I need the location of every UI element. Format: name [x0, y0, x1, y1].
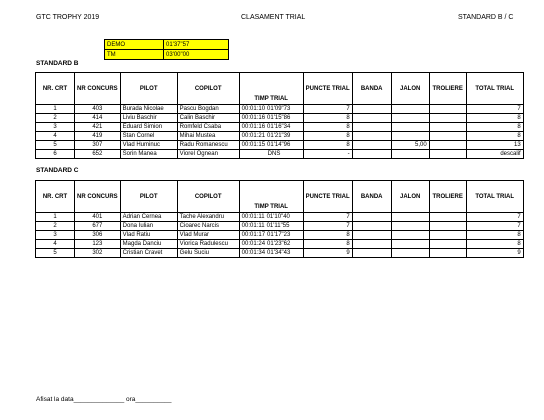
cell-puncte-trial: 8 — [303, 123, 352, 132]
cell-troliere — [429, 114, 466, 123]
time-elapsed: 00:01:11 — [241, 214, 265, 220]
cell-pilot: Vlad Huminuc — [120, 141, 177, 150]
cell-total-trial: 7 — [466, 213, 523, 222]
col-jalon-header: JALON — [391, 73, 429, 105]
cell-nr-crt: 4 — [36, 240, 75, 249]
cell-nr-concurs: 306 — [75, 231, 121, 240]
cell-copilot: Mihai Mustea — [177, 132, 239, 141]
time-measured: 01'17"23 — [267, 232, 291, 238]
cell-copilot: Pascu Bogdan — [177, 105, 239, 114]
cell-total-trial: 13 — [466, 141, 523, 150]
cell-troliere — [429, 105, 466, 114]
section-title-standard-b: STANDARD B — [36, 60, 79, 67]
cell-banda — [352, 132, 391, 141]
cell-pilot: Liviu Baschir — [120, 114, 177, 123]
cell-total-trial: 9 — [466, 249, 523, 258]
cell-banda — [352, 231, 391, 240]
time-elapsed: 00:01:16 — [241, 115, 266, 121]
cell-timp-trial — [239, 141, 303, 150]
time-elapsed: 00:01:24 — [241, 241, 266, 247]
time-measured: 01'11"55 — [266, 223, 290, 229]
cell-jalon — [391, 123, 429, 132]
cell-jalon — [391, 240, 429, 249]
results-table-standard-c — [35, 180, 524, 258]
cell-jalon — [391, 114, 429, 123]
table-row — [36, 213, 524, 222]
cell-total-trial: 8 — [466, 231, 523, 240]
time-elapsed: 00:01:16 — [241, 124, 266, 130]
cell-pilot: Adrian Cernea — [120, 213, 177, 222]
cell-nr-concurs: 123 — [75, 240, 121, 249]
cell-timp-trial — [239, 150, 303, 159]
cell-troliere — [429, 249, 466, 258]
cell-pilot: Dona Iulian — [120, 222, 177, 231]
cell-total-trial: 8 — [466, 240, 523, 249]
table-row — [36, 114, 524, 123]
time-elapsed: 00:01:17 — [241, 232, 266, 238]
cell-timp-trial — [239, 249, 303, 258]
col-pilot-header: PILOT — [120, 73, 177, 105]
cell-nr-crt: 4 — [36, 132, 75, 141]
cell-troliere — [429, 123, 466, 132]
cell-banda — [352, 249, 391, 258]
cell-banda — [352, 150, 391, 159]
cell-jalon — [391, 249, 429, 258]
time-elapsed: 00:01:15 — [241, 142, 266, 148]
reference-value: 01'37"57 — [164, 40, 229, 50]
col-puncte-trial-header: PUNCTE TRIAL — [303, 181, 352, 213]
cell-copilot: Gelu Suciu — [177, 249, 239, 258]
cell-puncte-trial: 8 — [303, 240, 352, 249]
cell-puncte-trial: 7 — [303, 213, 352, 222]
cell-nr-crt: 5 — [36, 249, 75, 258]
cell-nr-concurs: 419 — [75, 132, 121, 141]
col-nr-crt-header: NR. CRT — [36, 181, 75, 213]
cell-puncte-trial: 9 — [303, 249, 352, 258]
col-copilot-header: COPILOT — [177, 181, 239, 213]
table-header-row — [36, 73, 524, 105]
cell-timp-trial — [239, 222, 303, 231]
cell-banda — [352, 141, 391, 150]
time-measured: 01'21"39 — [267, 133, 291, 139]
cell-copilot: Calin Baschir — [177, 114, 239, 123]
cell-troliere — [429, 150, 466, 159]
cell-jalon — [391, 132, 429, 141]
cell-copilot: Romfeld Csaba — [177, 123, 239, 132]
cell-nr-crt: 2 — [36, 222, 75, 231]
cell-copilot: Vlad Murar — [177, 231, 239, 240]
table-row — [36, 141, 524, 150]
time-elapsed: 00:01:11 — [241, 223, 265, 229]
cell-jalon: 5,00 — [391, 141, 429, 150]
cell-timp-trial — [239, 114, 303, 123]
table-row — [36, 132, 524, 141]
reference-row-tm — [105, 50, 229, 60]
cell-nr-crt: 3 — [36, 123, 75, 132]
section-title-standard-c: STANDARD C — [36, 167, 79, 174]
cell-puncte-trial: 8 — [303, 231, 352, 240]
cell-nr-concurs: 302 — [75, 249, 121, 258]
category-label: STANDARD B / C — [458, 14, 514, 21]
cell-puncte-trial: 8 — [303, 114, 352, 123]
cell-nr-concurs: 403 — [75, 105, 121, 114]
cell-nr-crt: 6 — [36, 150, 75, 159]
cell-puncte-trial: 8 — [303, 141, 352, 150]
time-measured: 01'16"34 — [267, 124, 291, 130]
reference-label: DEMO — [105, 40, 164, 50]
table-row — [36, 150, 524, 159]
cell-troliere — [429, 141, 466, 150]
cell-total-trial: 8 — [466, 132, 523, 141]
event-title: GTC TROPHY 2019 — [36, 14, 100, 21]
col-banda-header: BANDA — [352, 73, 391, 105]
col-pilot-header: PILOT — [120, 181, 177, 213]
cell-nr-concurs: 677 — [75, 222, 121, 231]
cell-copilot: Radu Romanescu — [177, 141, 239, 150]
reference-row-demo — [105, 40, 229, 50]
cell-copilot: Tache Alexandru — [177, 213, 239, 222]
cell-nr-crt: 2 — [36, 114, 75, 123]
cell-timp-trial — [239, 213, 303, 222]
reference-times-table — [104, 39, 229, 60]
time-measured: 01'15"86 — [267, 115, 291, 121]
time-elapsed: 00:01:34 — [241, 250, 266, 256]
cell-jalon — [391, 150, 429, 159]
cell-total-trial: descalif — [466, 150, 523, 159]
time-measured: DNS — [267, 151, 281, 157]
cell-pilot: Sorin Manea — [120, 150, 177, 159]
col-troliere-header: TROLIERE — [429, 73, 466, 105]
time-measured: 01'14"96 — [267, 142, 291, 148]
cell-nr-crt: 1 — [36, 213, 75, 222]
cell-puncte-trial: - — [303, 150, 352, 159]
cell-puncte-trial: 8 — [303, 132, 352, 141]
col-timp-trial-header: TIMP TRIAL — [239, 73, 303, 105]
table-row — [36, 231, 524, 240]
cell-timp-trial — [239, 123, 303, 132]
col-total-trial-header: TOTAL TRIAL — [466, 73, 523, 105]
cell-puncte-trial: 7 — [303, 222, 352, 231]
cell-nr-concurs: 414 — [75, 114, 121, 123]
time-elapsed: 00:01:21 — [241, 133, 266, 139]
cell-jalon — [391, 231, 429, 240]
col-nr-crt-header: NR. CRT — [36, 73, 75, 105]
cell-jalon — [391, 105, 429, 114]
cell-total-trial: 8 — [466, 114, 523, 123]
col-timp-trial-header: TIMP TRIAL — [239, 181, 303, 213]
results-table-standard-b — [35, 72, 524, 159]
cell-troliere — [429, 213, 466, 222]
cell-banda — [352, 123, 391, 132]
time-measured: 01'10"40 — [266, 214, 290, 220]
cell-timp-trial — [239, 231, 303, 240]
time-elapsed: 00:01:10 — [241, 106, 266, 112]
col-jalon-header: JALON — [391, 181, 429, 213]
posting-date-line: Afisat la data______________ ora__________ — [36, 396, 172, 403]
table-header-row — [36, 181, 524, 213]
table-row — [36, 222, 524, 231]
cell-nr-crt: 5 — [36, 141, 75, 150]
cell-nr-crt: 1 — [36, 105, 75, 114]
cell-nr-concurs: 307 — [75, 141, 121, 150]
col-nr-concurs-header: NR CONCURS — [75, 73, 121, 105]
cell-troliere — [429, 222, 466, 231]
cell-jalon — [391, 213, 429, 222]
col-troliere-header: TROLIERE — [429, 181, 466, 213]
cell-troliere — [429, 240, 466, 249]
cell-copilot: Cioarec Narcis — [177, 222, 239, 231]
cell-troliere — [429, 132, 466, 141]
cell-jalon — [391, 222, 429, 231]
cell-nr-concurs: 421 — [75, 123, 121, 132]
cell-banda — [352, 222, 391, 231]
cell-pilot: Stan Cornel — [120, 132, 177, 141]
time-measured: 01'34"43 — [267, 250, 291, 256]
cell-timp-trial — [239, 240, 303, 249]
cell-banda — [352, 114, 391, 123]
col-nr-concurs-header: NR CONCURS — [75, 181, 121, 213]
cell-pilot: Vlad Ratiu — [120, 231, 177, 240]
cell-copilot: Viorica Radulescu — [177, 240, 239, 249]
cell-nr-concurs: 652 — [75, 150, 121, 159]
cell-timp-trial — [239, 105, 303, 114]
cell-banda — [352, 240, 391, 249]
table-row — [36, 249, 524, 258]
col-copilot-header: COPILOT — [177, 73, 239, 105]
cell-timp-trial — [239, 132, 303, 141]
time-measured: 01'23"62 — [267, 241, 291, 247]
cell-pilot: Eduard Simion — [120, 123, 177, 132]
cell-banda — [352, 213, 391, 222]
col-banda-header: BANDA — [352, 181, 391, 213]
cell-pilot: Burada Nicolae — [120, 105, 177, 114]
time-measured: 01'09"73 — [267, 106, 291, 112]
cell-pilot: Cristian Cravet — [120, 249, 177, 258]
cell-troliere — [429, 231, 466, 240]
cell-pilot: Magda Danciu — [120, 240, 177, 249]
cell-copilot: Viorel Ognean — [177, 150, 239, 159]
cell-banda — [352, 105, 391, 114]
table-row — [36, 123, 524, 132]
cell-puncte-trial: 7 — [303, 105, 352, 114]
cell-nr-concurs: 401 — [75, 213, 121, 222]
col-puncte-trial-header: PUNCTE TRIAL — [303, 73, 352, 105]
cell-total-trial: 7 — [466, 222, 523, 231]
cell-total-trial: 8 — [466, 123, 523, 132]
cell-total-trial: 7 — [466, 105, 523, 114]
cell-nr-crt: 3 — [36, 231, 75, 240]
document-title: CLASAMENT TRIAL — [241, 14, 306, 21]
reference-label: TM — [105, 50, 164, 60]
col-total-trial-header: TOTAL TRIAL — [466, 181, 523, 213]
table-row — [36, 105, 524, 114]
reference-value: 03'00"00 — [164, 50, 229, 60]
table-row — [36, 240, 524, 249]
